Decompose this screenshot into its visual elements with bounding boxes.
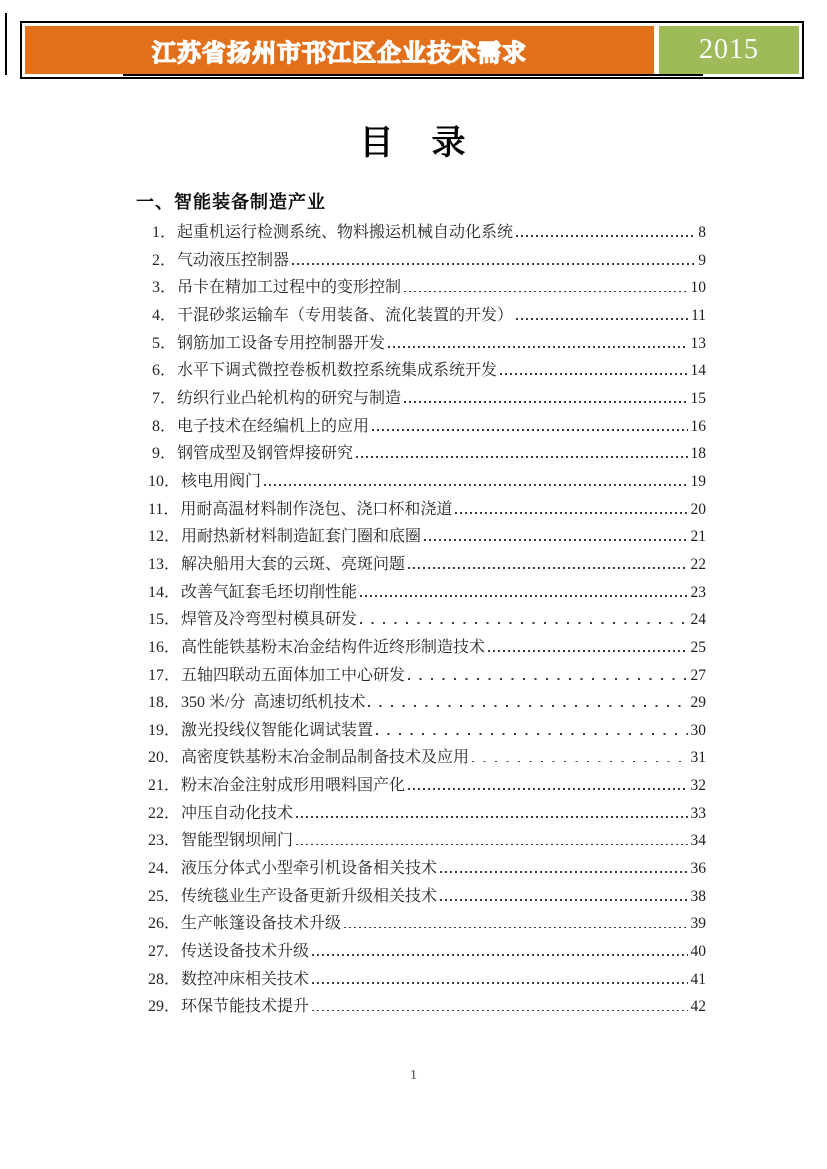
toc-item-page: 32 (690, 777, 706, 795)
toc-item-number: 13． (148, 555, 181, 573)
toc-item-number: 5． (152, 334, 177, 352)
toc-item-title: 高密度铁基粉末冶金制品制备技术及应用 (181, 749, 470, 767)
toc-item-title: 吊卡在精加工过程中的变形控制 (177, 279, 402, 297)
toc-item-page: 23 (690, 583, 706, 601)
toc-item[interactable] (148, 496, 706, 524)
footer-page-number: 1 (410, 1068, 417, 1083)
leader-dots (312, 982, 687, 984)
toc-item-page: 36 (690, 860, 706, 878)
toc-item[interactable] (148, 606, 706, 634)
toc-item-number: 20． (148, 749, 181, 767)
leader-dots (408, 788, 687, 790)
toc-item-number: 1． (152, 224, 177, 241)
leader-dots (424, 539, 687, 541)
toc-item-title: 纺织行业凸轮机构的研究与制造 (177, 389, 402, 407)
page-edge-mark (5, 13, 7, 75)
toc-item-page: 22 (690, 555, 706, 573)
leader-dots (296, 816, 687, 818)
toc-item-page: 16 (690, 417, 706, 435)
toc-item[interactable] (148, 523, 706, 551)
toc-item-number: 4． (152, 306, 177, 324)
leader-dots (388, 346, 687, 348)
leader-dots (360, 622, 687, 624)
toc-item-page: 9 (698, 251, 706, 269)
toc-item-number: 14． (148, 583, 181, 601)
toc-item[interactable] (148, 910, 706, 938)
leader-dots (440, 871, 687, 873)
toc-item-page: 34 (690, 832, 706, 850)
toc-item-title: 气动液压控制器 (177, 251, 290, 269)
leader-dots (296, 844, 687, 846)
toc-item-title: 核电用阀门 (181, 472, 262, 490)
toc-item[interactable] (148, 634, 706, 662)
leader-dots (264, 484, 687, 486)
leader-dots (404, 401, 687, 403)
leader-dots (356, 456, 687, 458)
toc-item-title: 电子技术在经编机上的应用 (177, 417, 370, 435)
toc-item[interactable] (148, 772, 706, 800)
toc-item-page: 40 (690, 943, 706, 961)
toc-item-title: 用耐热新材料制造缸套门圈和底圈 (181, 528, 422, 546)
banner-title: 江苏省扬州市邗江区企业技术需求 (152, 39, 527, 67)
toc-item-title: 干混砂浆运输车（专用装备、流化装置的开发） (177, 306, 514, 324)
toc-item-title: 改善气缸套毛坯切削性能 (181, 583, 358, 601)
toc-item-number: 12． (148, 528, 181, 546)
leader-dots (440, 899, 687, 901)
leader-dots (408, 567, 687, 569)
toc-item-page: 38 (690, 887, 706, 905)
toc-item-page: 8 (698, 224, 706, 241)
leader-dots (404, 291, 687, 293)
toc-item-number: 2． (152, 251, 177, 269)
toc-item-page: 20 (690, 500, 706, 518)
toc-item[interactable] (148, 219, 706, 247)
toc-item-number: 24． (148, 860, 181, 878)
toc-item-number: 23． (148, 832, 181, 850)
toc-item[interactable] (148, 440, 706, 468)
toc-item[interactable] (148, 579, 706, 607)
leader-dots (312, 1010, 687, 1012)
toc-item-title: 解决船用大套的云斑、亮斑问题 (181, 555, 406, 573)
banner-orange-cell (25, 26, 654, 74)
toc-item[interactable] (148, 689, 706, 717)
toc-item-page: 10 (690, 279, 706, 297)
leader-dots (360, 595, 687, 597)
toc-item-number: 11． (148, 500, 180, 518)
toc-item-number: 22． (148, 804, 181, 822)
toc-item-number: 10． (148, 472, 181, 490)
toc-item[interactable] (148, 966, 706, 994)
toc-item-title: 传统毯业生产设备更新升级相关技术 (181, 887, 438, 905)
leader-dots (455, 512, 687, 514)
toc-item-title: 钢筋加工设备专用控制器开发 (177, 334, 386, 352)
page-title: 目 录 (359, 125, 468, 162)
toc-item-page: 42 (690, 998, 706, 1016)
toc-item-title: 水平下调式微控卷板机数控系统集成系统开发 (177, 362, 498, 380)
toc-item[interactable] (148, 938, 706, 966)
toc-item-page: 11 (691, 306, 706, 324)
toc-item-number: 27． (148, 943, 181, 961)
leader-dots (516, 235, 695, 237)
leader-dots (500, 373, 687, 375)
toc-item[interactable] (148, 468, 706, 496)
toc-item-title: 五轴四联动五面体加工中心研发 (181, 666, 406, 684)
toc-item-title: 冲压自动化技术 (181, 804, 294, 822)
toc-item-title: 焊管及冷弯型村模具研发 (181, 611, 358, 629)
toc-item-number: 17． (148, 666, 181, 684)
toc-item-page: 25 (690, 638, 706, 656)
toc-item-page: 31 (690, 749, 706, 767)
toc-item-page: 33 (690, 804, 706, 822)
toc-item[interactable] (148, 827, 706, 855)
toc-item-title: 起重机运行检测系统、物料搬运机械自动化系统 (177, 224, 514, 241)
section-heading: 一、智能装备制造产业 (136, 192, 326, 212)
leader-dots (368, 705, 687, 707)
toc-item-page: 41 (690, 970, 706, 988)
toc-item-title: 传送设备技术升级 (181, 943, 310, 961)
toc-item-title: 环保节能技术提升 (181, 998, 310, 1016)
toc-list (148, 219, 706, 1021)
leader-dots (312, 954, 687, 956)
toc-item[interactable] (148, 744, 706, 772)
toc-item-number: 25． (148, 887, 181, 905)
leader-dots (372, 429, 687, 431)
toc-item-page: 21 (690, 528, 706, 546)
toc-item-number: 3． (152, 279, 177, 297)
year-badge (659, 26, 799, 74)
toc-item-number: 29． (148, 998, 181, 1016)
leader-dots (408, 678, 687, 680)
toc-item-title: 液压分体式小型牵引机设备相关技术 (181, 860, 438, 878)
toc-item-number: 18． (148, 694, 181, 712)
toc-item-title: 激光投线仪智能化调试装置 (181, 721, 374, 739)
toc-item-number: 19． (148, 721, 181, 739)
toc-item[interactable] (148, 385, 706, 413)
toc-item-title: 350 米/分 高速切纸机技术 (181, 694, 366, 712)
toc-item-title: 生产帐篷设备技术升级 (181, 915, 342, 933)
toc-item[interactable] (148, 247, 706, 275)
toc-item-number: 28． (148, 970, 181, 988)
toc-item-number: 6． (152, 362, 177, 380)
toc-item-page: 24 (690, 611, 706, 629)
leader-dots (376, 733, 687, 735)
toc-item[interactable] (148, 302, 706, 330)
toc-item-page: 13 (690, 334, 706, 352)
toc-item[interactable] (148, 855, 706, 883)
toc-item-title: 粉末冶金注射成形用喂料国产化 (181, 777, 406, 795)
toc-item-page: 29 (690, 694, 706, 712)
toc-item-number: 16． (148, 638, 181, 656)
toc-item[interactable] (148, 274, 706, 302)
leader-dots (344, 927, 687, 929)
toc-item-page: 14 (690, 362, 706, 380)
toc-item-page: 39 (690, 915, 706, 933)
toc-item[interactable] (148, 717, 706, 745)
toc-item-page: 30 (690, 721, 706, 739)
leader-dots (292, 263, 695, 265)
leader-dots (516, 318, 688, 320)
document-header (20, 21, 804, 79)
toc-item-number: 26． (148, 915, 181, 933)
toc-item-number: 21． (148, 777, 181, 795)
toc-item-number: 9． (152, 445, 177, 463)
toc-item-page: 19 (690, 472, 706, 490)
toc-item[interactable] (148, 800, 706, 828)
year-label: 2015 (699, 34, 759, 65)
toc-item[interactable] (148, 993, 706, 1021)
toc-item-number: 7． (152, 389, 177, 407)
toc-item-title: 数控冲床相关技术 (181, 970, 310, 988)
header-underline (123, 74, 703, 76)
toc-item-page: 27 (690, 666, 706, 684)
toc-item-page: 15 (690, 389, 706, 407)
leader-dots (472, 761, 687, 763)
toc-item[interactable] (148, 883, 706, 911)
toc-item-number: 8． (152, 417, 177, 435)
toc-item[interactable] (148, 551, 706, 579)
toc-item-title: 钢管成型及钢管焊接研究 (177, 445, 354, 463)
toc-item[interactable] (148, 662, 706, 690)
leader-dots (488, 650, 687, 652)
toc-item[interactable] (148, 413, 706, 441)
toc-item-page: 18 (690, 445, 706, 463)
toc-item[interactable] (148, 330, 706, 358)
toc-item-title: 智能型钢坝闸门 (181, 832, 294, 850)
toc-item[interactable] (148, 357, 706, 385)
toc-item-title: 高性能铁基粉末冶金结构件近终形制造技术 (181, 638, 486, 656)
toc-item-number: 15． (148, 611, 181, 629)
toc-item-title: 用耐高温材料制作浇包、浇口杯和浇道 (180, 500, 453, 518)
